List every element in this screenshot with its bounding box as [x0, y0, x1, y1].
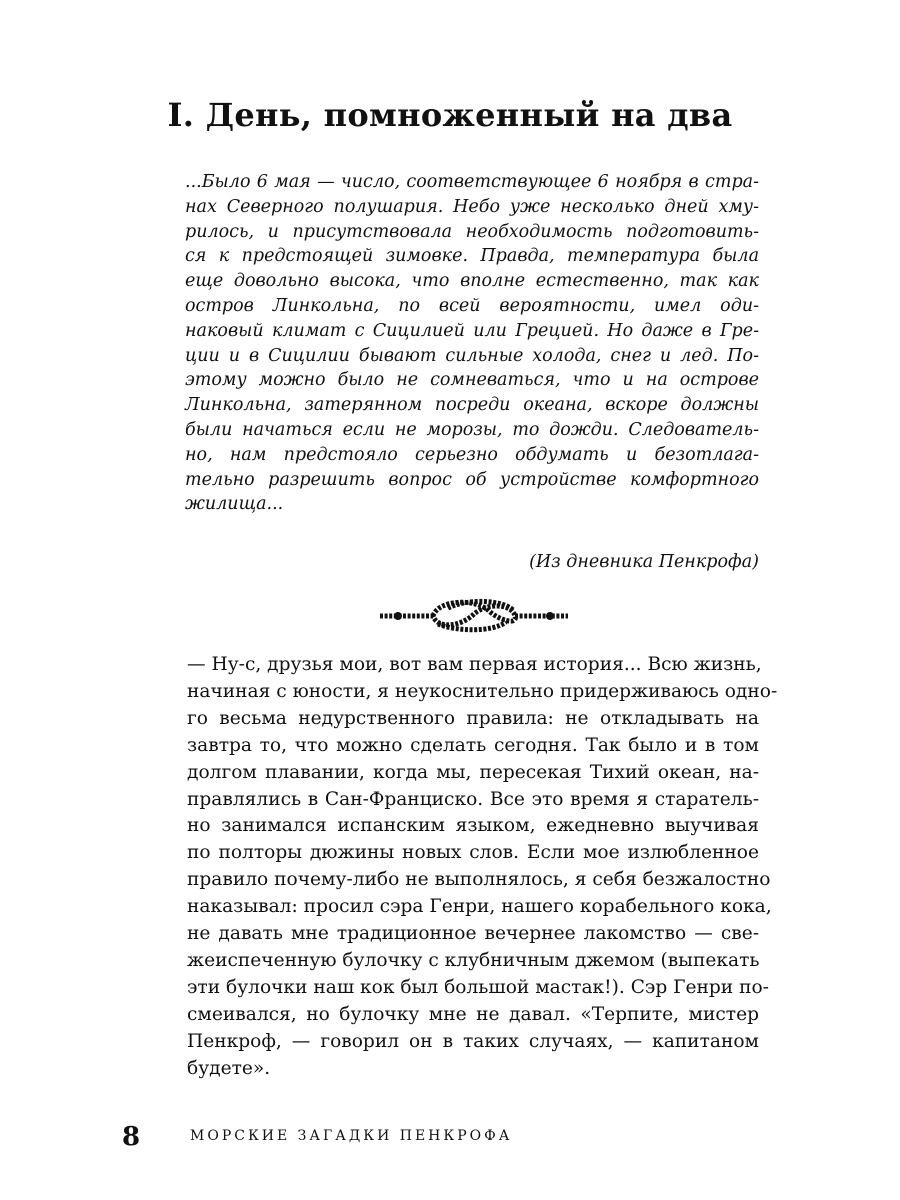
text-line: по полторы дюжины новых слов. Если мое излюбленное — [187, 842, 759, 864]
text-line: нах Северного полушария. Небо уже несколько дней хму- — [185, 196, 759, 217]
text-line: эти булочки наш кок был большой мастак!). Сэр Генри по- — [187, 976, 769, 998]
text-line: не давать мне традиционное вечернее лакомство — све- — [187, 923, 759, 945]
text-line: Пенкроф, — говорил он в таких случаях, — капитаном — [187, 1030, 759, 1052]
text-line: тельно разрешить вопрос об устройстве комфортного — [185, 469, 759, 490]
text-line: наказывал: просил сэра Генри, нашего корабельного кока, — [187, 896, 772, 918]
text-line: го весьма недурственного правила: не откладывать на — [187, 707, 759, 729]
text-line: ции и в Сицилии бывают сильные холода, снег и лед. По- — [185, 345, 759, 366]
running-head: МОРСКИЕ ЗАГАДКИ ПЕНКРОФА — [190, 1128, 513, 1144]
body-text — [187, 652, 778, 1083]
text-line: жеиспеченную булочку с клубничным джемом (выпекать — [187, 949, 760, 971]
text-line: завтра то, что можно сделать сегодня. Так было и в том — [187, 734, 759, 756]
text-line: остров Линкольна, по всей вероятности, имел оди- — [185, 295, 759, 316]
text-line: были начаться если не морозы, то дожди. Следователь- — [185, 419, 759, 440]
text-line: еще довольно высока, что вполне естественно, так как — [185, 271, 759, 292]
text-line: ...Было 6 мая — число, соответствующее 6 ноября в стра- — [185, 172, 759, 192]
text-line: жилища... — [185, 494, 284, 515]
text-line: правило почему-либо не выполнялось, я себя безжалостно — [187, 869, 771, 891]
text-line: будете». — [187, 1057, 271, 1079]
epigraph-source: (Из дневника Пенкрофа) — [529, 552, 759, 572]
chapter-title: I. День, помноженный на два — [167, 96, 733, 134]
text-line: наковый климат с Сицилией или Грецией. Но даже в Гре- — [185, 320, 759, 341]
text-line: долгом плавании, когда мы, пересекая Тихий океан, на- — [187, 761, 759, 783]
text-line: этому можно было не сомневаться, что и на острове — [185, 370, 759, 391]
page-number: 8 — [122, 1122, 141, 1152]
text-line: начиная с юности, я неукоснительно придерживаюсь одно- — [187, 680, 778, 702]
text-line: правлялись в Сан-Франциско. Все это время я старатель- — [187, 788, 759, 810]
text-line: но занимался испанским языком, ежедневно выучивая — [187, 815, 759, 837]
text-line: — Ну-с, друзья мои, вот вам первая история... Всю жизнь, — [187, 654, 762, 675]
text-line: рилось, и присутствовала необходимость подготовить- — [185, 221, 759, 242]
text-line: смеивался, но булочку мне не давал. «Терпите, мистер — [187, 1003, 759, 1025]
text-line: Линкольна, затерянном посреди океана, вскоре должны — [185, 395, 759, 416]
rope-knot-icon — [378, 596, 570, 634]
text-line: но, нам предстояло серьезно обдумать и безотлага- — [185, 444, 759, 465]
text-line: ся к предстоящей зимовке. Правда, температура была — [185, 246, 759, 267]
epigraph — [185, 170, 759, 517]
